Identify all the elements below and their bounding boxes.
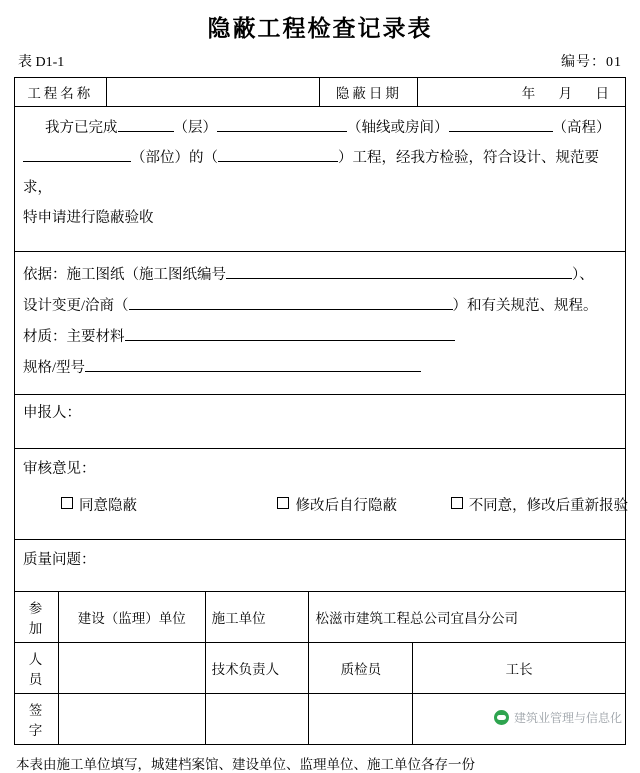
table-row [15, 592, 626, 643]
review-option-disagree-label: 不同意，修改后重新报验 [468, 498, 629, 514]
review-options [23, 478, 629, 531]
page-title: 隐蔽工程检查记录表 [207, 16, 433, 41]
basis-line3-label: 材质：主要材料 [23, 329, 125, 345]
checkbox-icon[interactable] [451, 497, 463, 509]
form-number [561, 51, 622, 71]
basis-line1-a: 依据：施工图纸（施工图纸编号 [23, 267, 226, 283]
project-name-value[interactable] [106, 78, 320, 107]
declaration-line2-a: （部位）的（ [131, 150, 218, 166]
declaration-block [15, 107, 625, 251]
sig-row3-col1[interactable] [58, 694, 205, 745]
basis-line4-label: 规格/型号 [23, 360, 86, 376]
sig-side-label-bottom: 签 字 [15, 694, 59, 745]
basis-line-4 [23, 353, 617, 384]
basis-line-3 [23, 322, 617, 353]
quality-block [15, 540, 625, 591]
declaration-line1-b: （层） [173, 120, 217, 136]
sig-row3-col2[interactable] [205, 694, 309, 745]
table-row [15, 540, 626, 592]
sig-role-foreman: 工长 [413, 643, 626, 694]
checkbox-icon[interactable] [277, 497, 289, 509]
conceal-date-value[interactable]: 年 月 日 [418, 78, 626, 107]
sig-col-contractor: 施工单位 [205, 592, 309, 643]
table-row [15, 395, 626, 449]
header-table [14, 77, 629, 592]
project-name-label: 工程名称 [15, 78, 107, 107]
form-number-value: 01 [606, 55, 622, 70]
declaration-line1-a: 我方已完成 [45, 120, 118, 136]
quality-label: 质量问题： [23, 552, 96, 568]
sig-side-label-mid: 人 员 [15, 643, 59, 694]
wechat-badge-icon [494, 710, 509, 725]
review-option-disagree[interactable] [451, 494, 629, 515]
declaration-line-3: 特申请进行隐蔽验收 [23, 210, 154, 226]
sig-role-inspector: 质检员 [309, 643, 413, 694]
table-row [15, 78, 626, 107]
sig-row3-col3[interactable] [309, 694, 413, 745]
applicant-block [15, 395, 625, 448]
review-option-agree-label: 同意隐蔽 [79, 498, 137, 514]
table-row [15, 643, 626, 694]
basis-block [15, 252, 625, 394]
sig-side-label-top: 参 加 [15, 592, 59, 643]
review-block [15, 449, 629, 539]
sig-col-construction-supervision: 建设（监理）单位 [58, 592, 205, 643]
review-option-modify-self-label: 修改后自行隐蔽 [295, 498, 397, 514]
table-row [15, 107, 626, 252]
declaration-line-1 [23, 113, 617, 143]
watermark-text: 建筑业管理与信息化 [513, 711, 622, 725]
basis-line1-b: ）、 [572, 267, 594, 283]
applicant-label: 申报人： [23, 405, 81, 421]
form-number-label: 编号： [561, 55, 606, 70]
declaration-line1-d: （高程） [552, 120, 611, 136]
declaration-line-2 [23, 143, 617, 203]
sig-role-tech-lead: 技术负责人 [205, 643, 309, 694]
table-row [15, 449, 626, 540]
sig-row2-col1[interactable] [58, 643, 205, 694]
table-row [15, 252, 626, 395]
checkbox-icon[interactable] [61, 497, 73, 509]
form-meta-row [14, 51, 626, 77]
basis-line2-a: 设计变更/洽商（ [23, 298, 129, 314]
basis-line-2 [23, 291, 617, 322]
conceal-date-label: 隐蔽日期 [320, 78, 418, 107]
review-option-agree[interactable] [23, 494, 277, 515]
sig-company-name: 松滋市建筑工程总公司宜昌分公司 [309, 592, 626, 643]
basis-line2-b: ）和有关规范、规程。 [452, 298, 598, 314]
watermark [494, 709, 622, 726]
review-option-modify-self[interactable] [277, 494, 450, 515]
form-code: 表 D1-1 [18, 55, 65, 70]
declaration-line2-b: ）工程，经我方检验，符合设计、规范要求， [23, 150, 599, 196]
footer-note: 本表由施工单位填写，城建档案馆、建设单位、监理单位、施工单位各存一份 [16, 757, 475, 772]
declaration-line1-c: （轴线或房间） [347, 120, 449, 136]
basis-line-1 [23, 260, 617, 291]
review-label: 审核意见： [23, 461, 96, 477]
